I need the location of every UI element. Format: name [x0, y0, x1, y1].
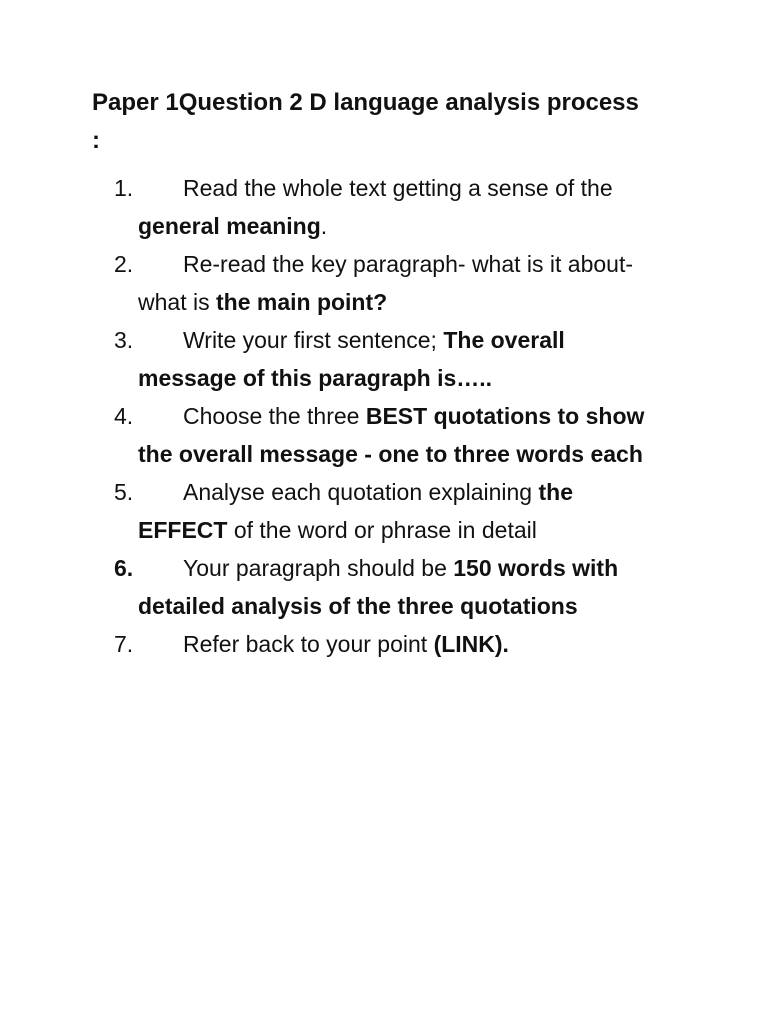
step-text-end: .: [320, 213, 328, 239]
step-number: 3.: [114, 327, 134, 353]
list-item: [0, 321, 658, 397]
list-item: [0, 473, 658, 549]
step-emphasis: BEST quotations to show the overall message - one to three words each: [138, 403, 645, 467]
list-item: [0, 169, 658, 245]
step-text: Write your first sentence;: [183, 327, 444, 353]
step-text: Read the whole text getting a sense of the: [183, 175, 613, 201]
steps-list: [0, 169, 768, 663]
step-text: Refer back to your point: [183, 631, 434, 657]
document-title: Paper 1Question 2 D language analysis process :: [92, 89, 639, 154]
step-number: 7.: [114, 631, 134, 657]
step-text: Your paragraph should be: [183, 555, 454, 581]
list-item: [0, 549, 658, 625]
step-emphasis: 150 words with detailed analysis of the three quotations: [138, 555, 619, 619]
step-number: 2.: [114, 251, 134, 277]
list-item: [0, 245, 658, 321]
step-text: Analyse each quotation explaining: [183, 479, 539, 505]
step-number: 4.: [114, 403, 134, 429]
list-item: [0, 625, 658, 663]
step-emphasis: (LINK).: [433, 631, 509, 657]
step-text: Choose the three: [183, 403, 366, 429]
step-text-end: of the word or phrase in detail: [227, 517, 537, 543]
step-number: 6.: [114, 555, 134, 581]
list-item: [0, 397, 658, 473]
step-emphasis: The overall message of this paragraph is…..: [138, 327, 565, 391]
step-emphasis: general meaning: [138, 213, 321, 239]
step-number: 1.: [114, 175, 134, 201]
step-number: 5.: [114, 479, 134, 505]
step-emphasis: the EFFECT: [138, 479, 573, 543]
step-text: Re-read the key paragraph- what is it about- what is: [138, 251, 634, 315]
step-emphasis: the main point?: [215, 289, 388, 315]
